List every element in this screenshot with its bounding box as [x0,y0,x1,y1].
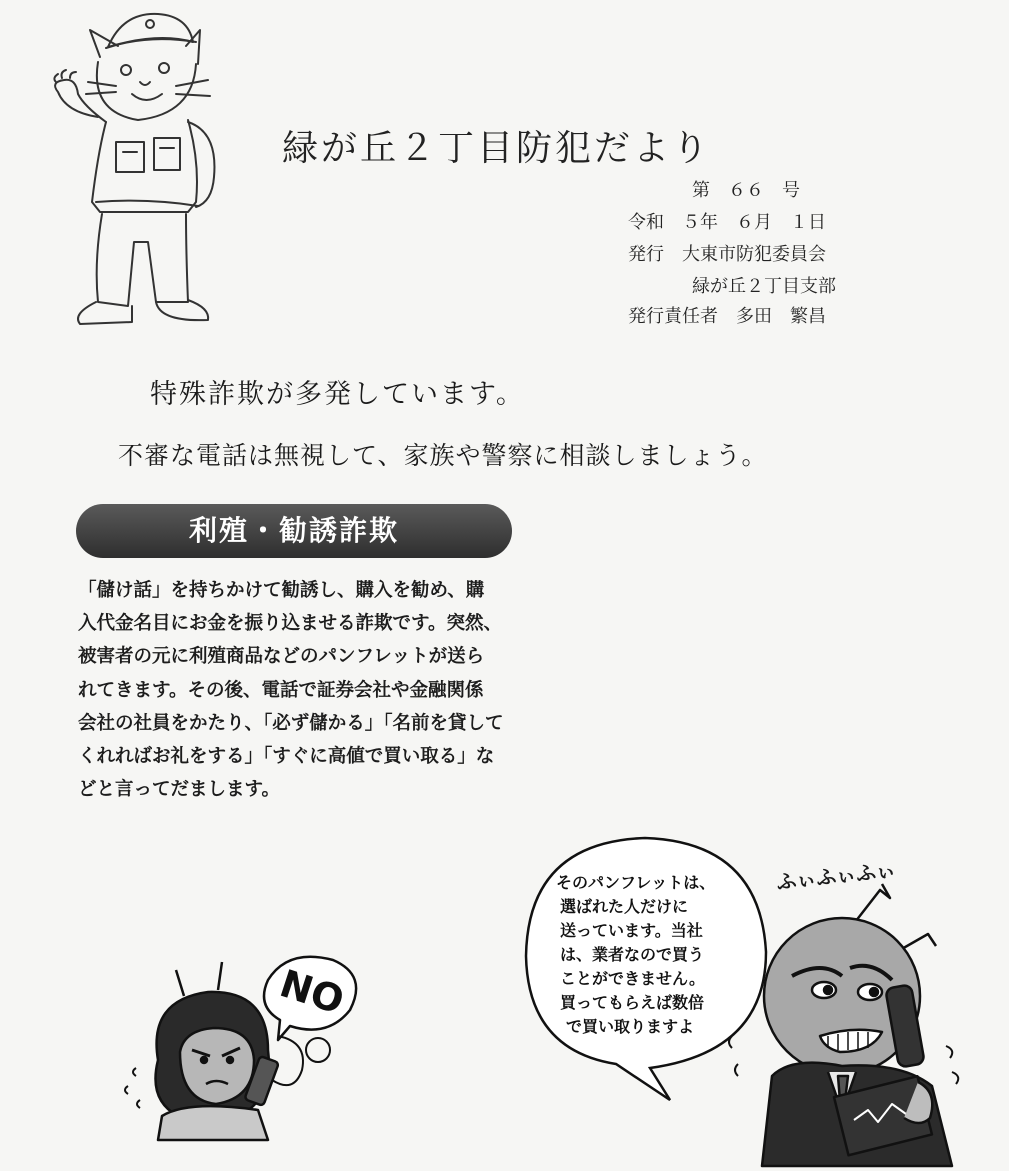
laugh-text: ふぃふぃふぃ [775,857,898,895]
body-text-line: 入代金名目にお金を振り込ませる詐欺です。突然、 [78,613,503,634]
publisher-branch: 緑が丘２丁目支部 [692,276,836,297]
bubble-text-line: 買ってもらえば数倍 [560,993,705,1012]
section-banner: 利殖・勧誘詐欺 [76,504,512,558]
publisher: 発行 大東市防犯委員会 [628,244,826,265]
cat-police-mascot-icon [28,2,228,332]
body-text-line: 被害者の元に利殖商品などのパンフレットが送ら [78,646,485,667]
bubble-text-line: ことができません。 [560,969,705,988]
bubble-text-line: 送っています。当社 [560,921,703,940]
bubble-text-line: は、業者なので買う [560,945,705,964]
bubble-text-line: そのパンフレットは、 [556,873,716,892]
responsible-person: 発行責任者 多田 繁昌 [628,306,826,327]
body-text-line: どと言ってだまします。 [78,779,281,800]
body-text-line: 「儲け話」を持ちかけて勧誘し、購入を勧め、購 [78,580,485,601]
page-title: 緑が丘２丁目防犯だより [282,128,712,169]
scammer-on-phone-icon [732,876,962,1166]
headline-warning: 特殊詐欺が多発しています。 [150,379,525,410]
no-sign-text: NO [274,961,350,1023]
body-text-line: くれればお礼をする」「すぐに高値で買い取る」な [78,746,495,767]
issue-date: 令和 ５年 ６月 １日 [628,212,826,233]
woman-on-phone-icon [118,940,378,1140]
bubble-text-line: で買い取りますよ [566,1017,695,1036]
headline-advice: 不審な電話は無視して、家族や警察に相談しましょう。 [118,441,768,470]
body-text-line: れてきます。その後、電話で証券会社や金融関係 [78,680,484,701]
body-text-line: 会社の社員をかたり、「必ず儲かる」「名前を貸して [78,713,504,734]
issue-number: 第 ６６ 号 [692,180,800,201]
bubble-text-line: 選ばれた人だけに [560,897,689,916]
